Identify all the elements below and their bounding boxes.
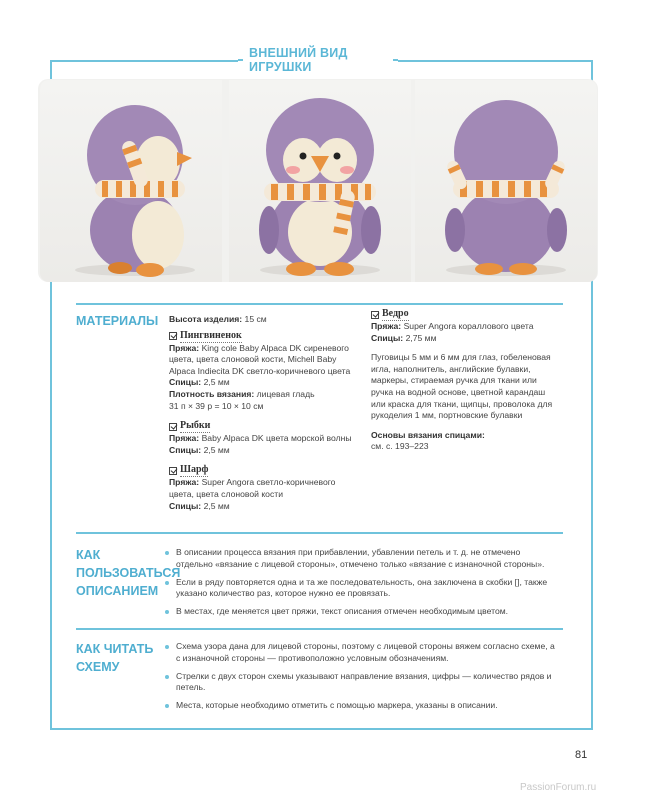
page-number: 81 xyxy=(575,749,588,761)
scarf-needles: Спицы: 2,5 мм xyxy=(169,500,230,511)
materials-left-column xyxy=(169,314,359,512)
checkbox-icon xyxy=(169,467,177,475)
section-title-plate xyxy=(238,46,398,74)
penguin-density: Плотность вязания: лицевая гладь xyxy=(169,388,315,399)
penguin-side-illustration xyxy=(40,80,222,282)
basics-value: см. с. 193–223 xyxy=(371,441,429,452)
bucket-yarn: Пряжа: Super Angora кораллового цвета xyxy=(371,321,534,331)
bucket-needles: Спицы: 2,75 мм xyxy=(371,332,437,343)
subsection-bucket: Ведро xyxy=(371,308,561,321)
penguin-needles: Спицы: 2,5 мм xyxy=(169,377,230,388)
how-to-read-heading: КАК ЧИТАТЬ СХЕМУ xyxy=(76,642,154,674)
photo-penguin-side xyxy=(40,80,222,282)
title-rule-left xyxy=(238,59,243,61)
extra-materials: Пуговицы 5 мм и 6 мм для глаз, гобеленовая игла, наполнитель, английские булавки, маркеры, стираемая ручка для ткани или ручка на водной основе, цветной карандаш или краска для ткани, щипцы, проволока для рукоделия 1 мм, портновские булавки xyxy=(371,352,553,421)
list-item: Если в ряду повторяется одна и та же последовательность, она заключена в скобки [], также указано количество раз, которое нужно ее провязать. xyxy=(164,577,556,601)
fish-needles: Спицы: 2,5 мм xyxy=(169,444,230,455)
checkbox-icon xyxy=(169,423,177,431)
how-to-use-rule xyxy=(76,532,563,534)
how-to-read-list xyxy=(164,641,556,718)
list-item: В описании процесса вязания при прибавлении, убавлении петель и т. д. не отмечено отдельно «вязание с лицевой стороны», отмечено только «вязание с изнаночной стороны». xyxy=(164,547,556,571)
penguin-yarn: Пряжа: King cole Baby Alpaca DK сиреневого цвета, цвета слоновой кости, Michell Baby Alpaca Indiecita DK светло-коричневого цвета xyxy=(169,342,351,376)
how-to-use-heading: КАК ПОЛЬЗОВАТЬСЯ ОПИСАНИЕМ xyxy=(76,548,181,598)
materials-right-column xyxy=(371,308,561,453)
list-item: Стрелки с двух сторон схемы указывают направление вязания, цифры — количество рядов и петель. xyxy=(164,671,556,695)
watermark: PassionForum.ru xyxy=(520,782,597,793)
penguin-front-illustration xyxy=(229,80,411,282)
page-title: ВНЕШНИЙ ВИД ИГРУШКИ xyxy=(249,46,348,74)
materials-top-rule xyxy=(76,303,563,305)
basics-label: Основы вязания спицами: xyxy=(371,429,485,440)
title-rule-right xyxy=(393,59,398,61)
penguin-density-formula: 31 п × 39 р = 10 × 10 см xyxy=(169,400,264,411)
subsection-fish: Рыбки xyxy=(169,420,359,433)
scarf-yarn: Пряжа: Super Angora светло-коричневого цвета, цвета слоновой кости xyxy=(169,477,336,499)
photo-penguin-front xyxy=(229,80,411,282)
checkbox-icon xyxy=(169,332,177,340)
list-item: Схема узора дана для лицевой стороны, поэтому с лицевой стороны вяжем согласно схеме, а с изнаночной стороны — противоположно условным обозначениям. xyxy=(164,641,556,665)
subsection-scarf: Шарф xyxy=(169,464,359,477)
list-item: Места, которые необходимо отметить с помощью маркера, указаны в описании. xyxy=(164,700,556,712)
how-to-read-rule xyxy=(76,628,563,630)
height-line: Высота изделия: 15 см xyxy=(169,314,267,324)
checkbox-icon xyxy=(371,311,379,319)
subsection-penguin: Пингвиненок xyxy=(169,330,359,343)
materials-heading: МАТЕРИАЛЫ xyxy=(76,314,159,328)
penguin-back-illustration xyxy=(415,80,597,282)
fish-yarn: Пряжа: Baby Alpaca DK цвета морской волны xyxy=(169,433,352,444)
how-to-use-list xyxy=(164,547,556,624)
photo-penguin-back xyxy=(415,80,597,282)
list-item: В местах, где меняется цвет пряжи, текст описания отмечен необходимым цветом. xyxy=(164,606,556,618)
